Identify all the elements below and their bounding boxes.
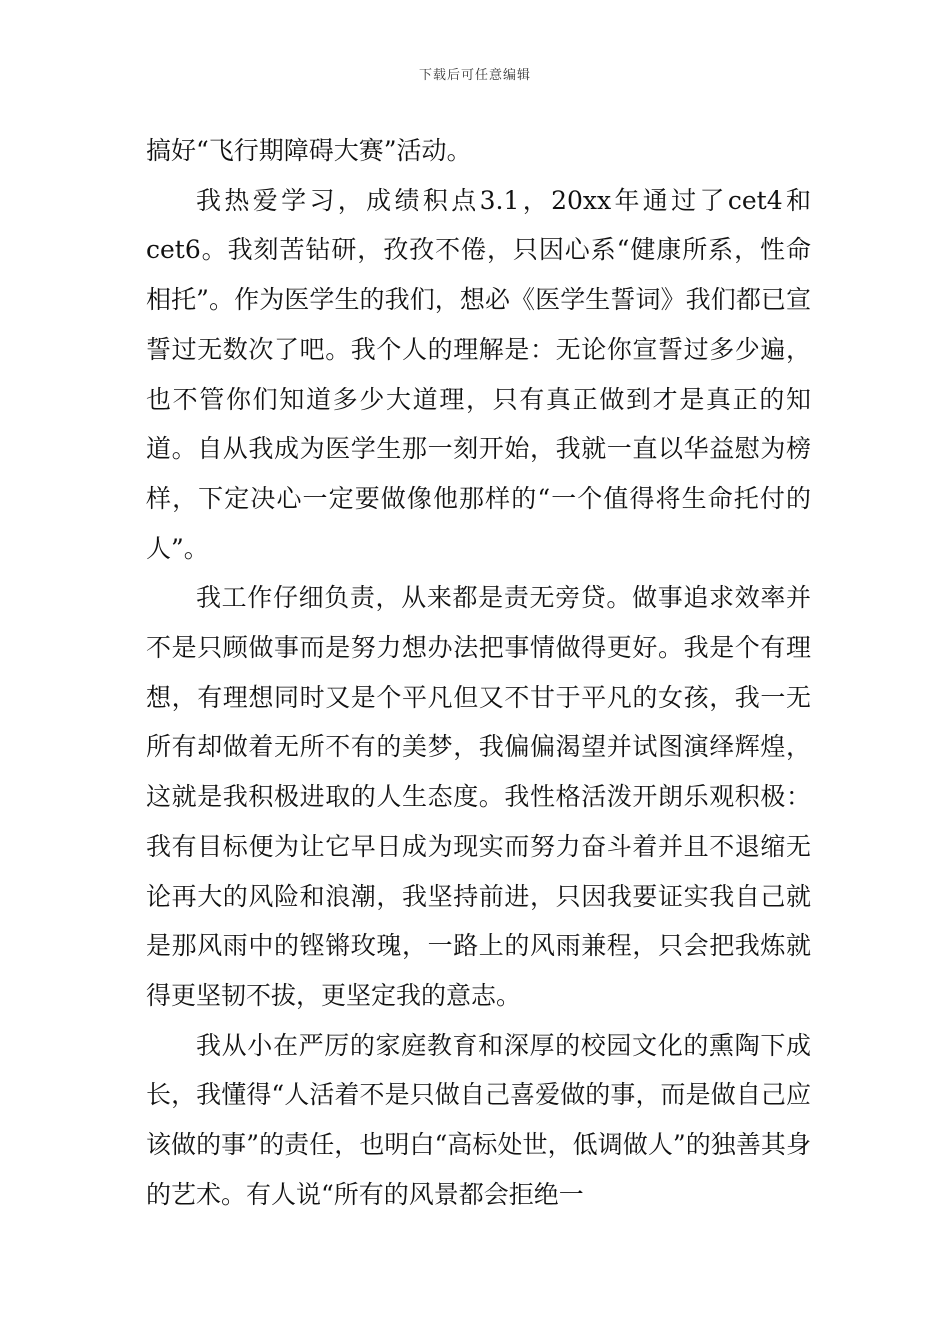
paragraph-4: 我从小在严厉的家庭教育和深厚的校园文化的熏陶下成长，我懂得“人活着不是只做自己喜爱做的事，而是做自己应该做的事”的责任，也明白“高标处世，低调做人”的独善其身的艺术。有人说“所有的风景都会拒绝一 (146, 1030, 811, 1209)
document-body (146, 126, 811, 1219)
paragraph-2: 我热爱学习，成绩积点3.1，20xx年通过了cet4和cet6。我刻苦钻研，孜孜不倦，只因心系“健康所系，性命相托”。作为医学生的我们，想必《医学生誓词》我们都已宣誓过无数次了吧。我个人的理解是：无论你宣誓过多少遍，也不管你们知道多少大道理，只有真正做到才是真正的知道。自从我成为医学生那一刻开始，我就一直以华益慰为榜样，下定决心一定要做像他那样的“一个值得将生命托付的人”。 (146, 185, 811, 563)
paragraph-1: 搞好“飞行期障碍大赛”活动。 (146, 136, 472, 165)
paragraph-3: 我工作仔细负责，从来都是责无旁贷。做事追求效率并不是只顾做事而是努力想办法把事情做得更好。我是个有理想，有理想同时又是个平凡但又不甘于平凡的女孩，我一无所有却做着无所不有的美梦，我偏偏渴望并试图演绎辉煌，这就是我积极进取的人生态度。我性格活泼开朗乐观积极：我有目标便为让它早日成为现实而努力奋斗着并且不退缩无论再大的风险和浪潮，我坚持前进，只因我要证实我自己就是那风雨中的铿锵玫瑰，一路上的风雨兼程，只会把我炼就得更坚韧不拔，更坚定我的意志。 (146, 583, 811, 1010)
page-header: 下载后可任意编辑 (418, 68, 531, 83)
